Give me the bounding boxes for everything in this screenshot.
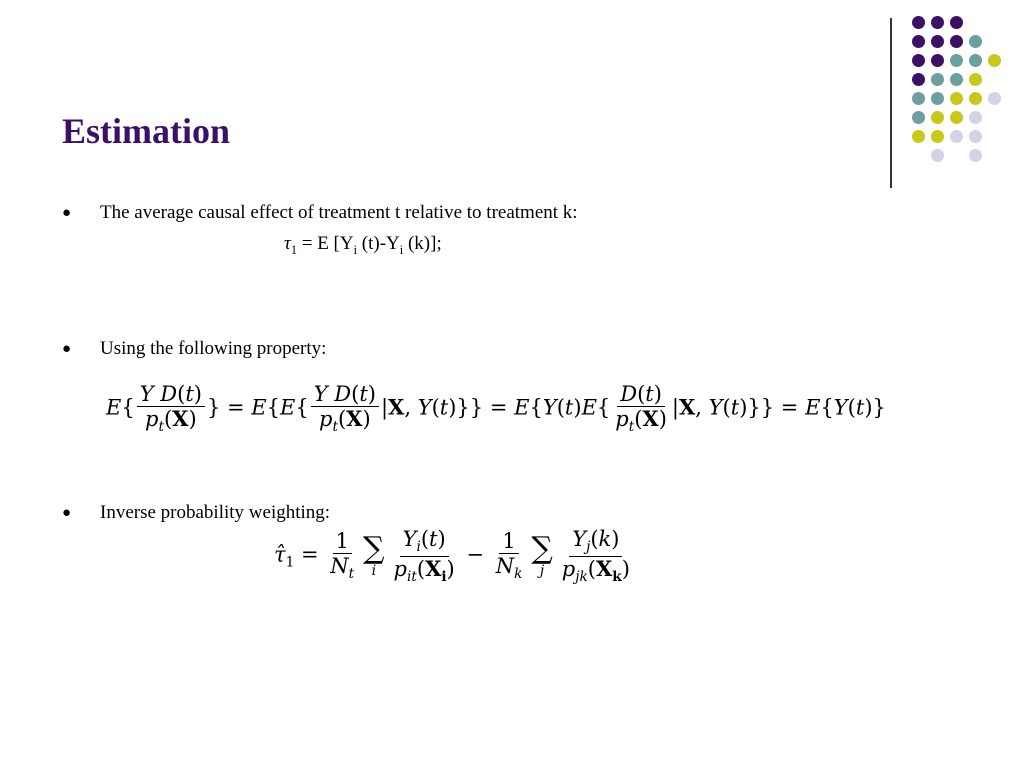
bullet-marker: ●	[62, 341, 72, 357]
decorative-dot	[988, 92, 1001, 105]
decorative-dot	[950, 54, 963, 67]
decorative-dot	[912, 92, 925, 105]
decorative-dot	[950, 92, 963, 105]
decorative-dot	[988, 54, 1001, 67]
decorative-dot	[969, 35, 982, 48]
decorative-dot	[931, 92, 944, 105]
decorative-dot	[950, 130, 963, 143]
decorative-dot	[931, 130, 944, 143]
decorative-dot	[912, 54, 925, 67]
decorative-dot	[912, 16, 925, 29]
bullet-marker: ●	[62, 205, 72, 221]
decorative-dot	[950, 16, 963, 29]
decorative-dot	[931, 149, 944, 162]
bullet-text-1: The average causal effect of treatment t relative to treatment k:	[100, 202, 578, 223]
decorative-dot	[969, 111, 982, 124]
decorative-dot	[931, 73, 944, 86]
decorative-dot	[969, 73, 982, 86]
decorative-dot	[950, 35, 963, 48]
equation-ate-definition: $\tau_1 = E$ [$Y_i$ $(t)-Y_i$ (k)];	[284, 233, 442, 257]
bullet-marker: ●	[62, 505, 72, 521]
bullet-text-2: Using the following property:	[100, 338, 327, 359]
equation-ipw-estimator: $\taû_1$ = $\frac{1}{N_t}$ ∑ i $\frac{Y_i(t)}{p_{it}(X_i)}$ − $\frac{1}{N_k}$ ∑ j $\frac{Y_j(k)}{p_{jk}(X_k)}$	[274, 527, 630, 585]
decorative-dot-grid	[900, 6, 1020, 176]
decorative-dot	[931, 111, 944, 124]
decorative-dot	[969, 149, 982, 162]
decorative-dot	[912, 35, 925, 48]
vertical-divider	[890, 18, 892, 188]
decorative-dot	[969, 92, 982, 105]
decorative-dot	[931, 35, 944, 48]
decorative-dot	[912, 73, 925, 86]
decorative-dot	[950, 73, 963, 86]
decorative-dot	[969, 130, 982, 143]
bullet-text-3: Inverse probability weighting:	[100, 502, 331, 523]
tau-symbol: τ	[284, 233, 291, 254]
decorative-dot	[931, 16, 944, 29]
decorative-dot	[950, 111, 963, 124]
slide-title: Estimation	[62, 111, 231, 151]
decorative-dot	[931, 54, 944, 67]
decorative-dot	[969, 54, 982, 67]
decorative-dot	[912, 130, 925, 143]
decorative-dot	[912, 111, 925, 124]
equation-property: E{ $\frac{\text{Y D(t)}}{p_t(X)}$ } = E{E{ $\frac{\text{Y D(t)}}{p_t(X)}$ |X, Y(t)}} = E{Y(t)E{ $\frac{D(t)}{p_t(X)}$ |X, Y(t)}} = E{Y(t)}	[106, 382, 886, 436]
